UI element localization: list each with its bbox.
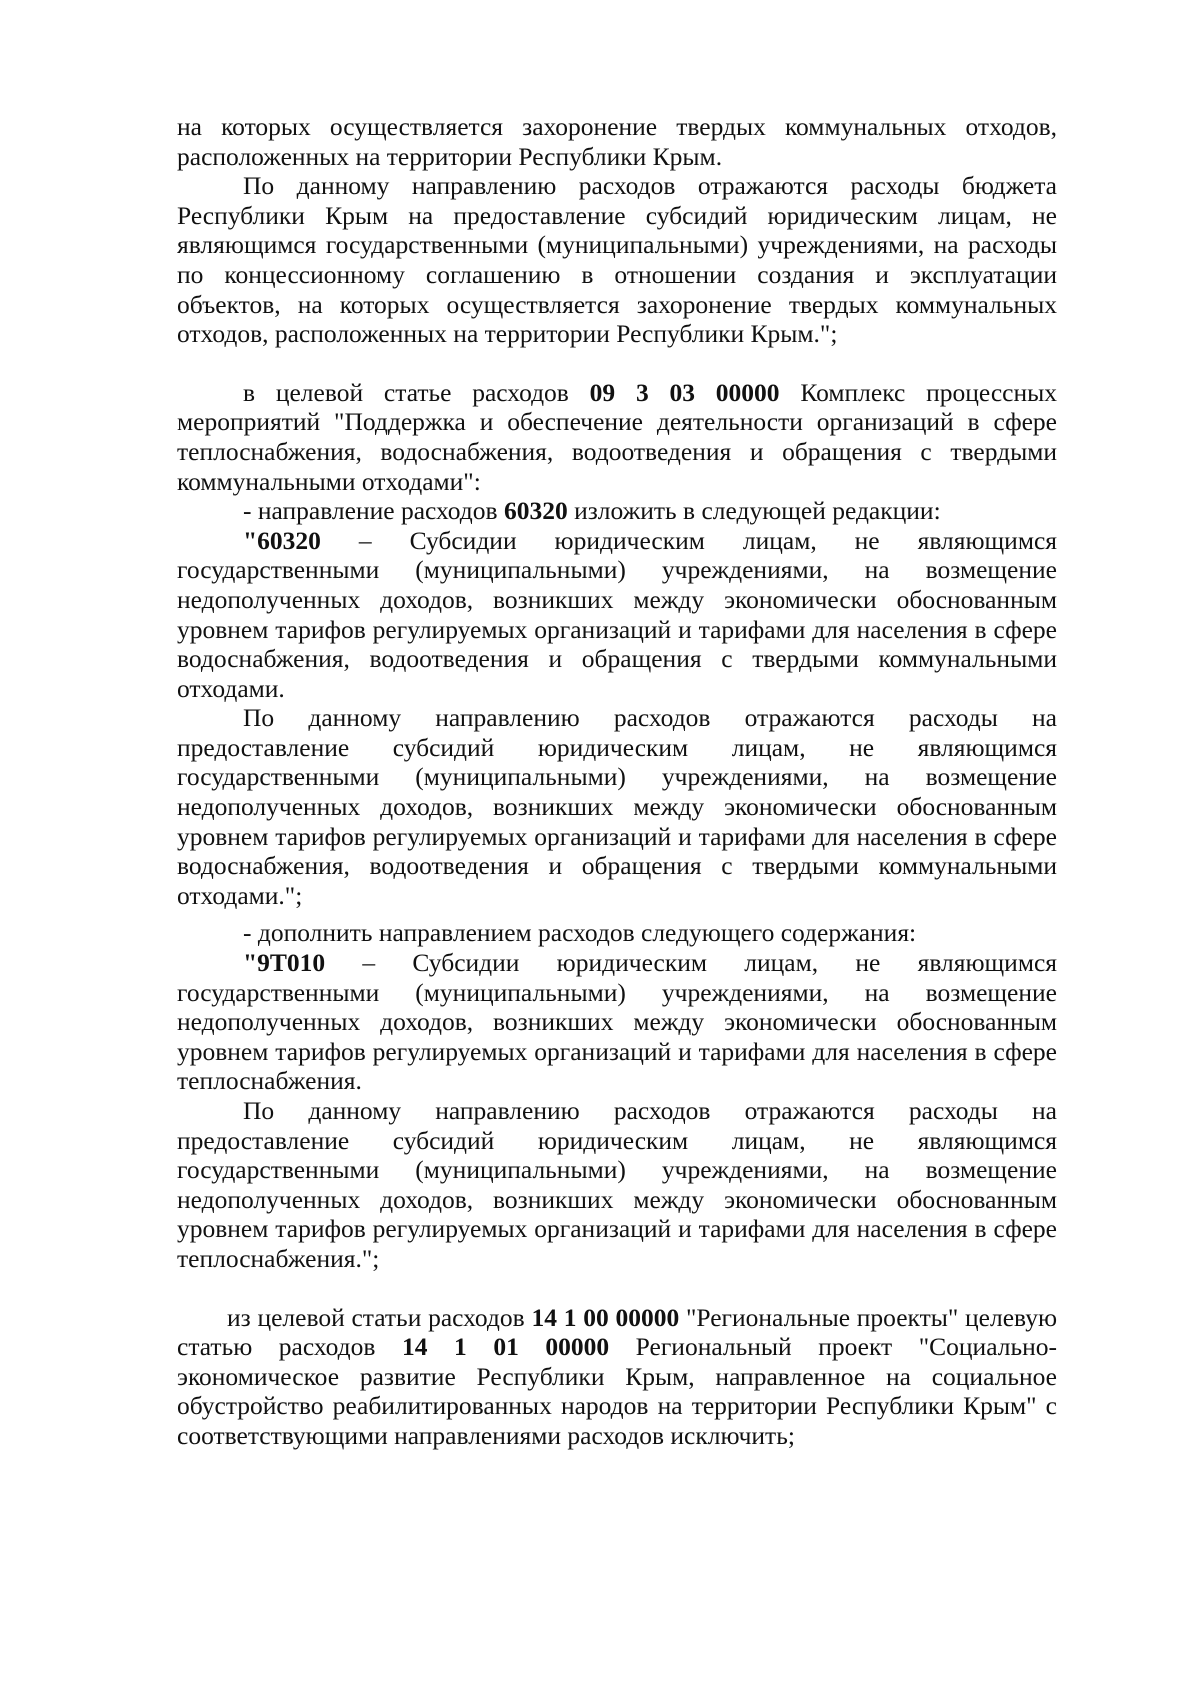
- paragraph-4-post: изложить в следующей редакции:: [567, 496, 941, 526]
- paragraph-3: [177, 378, 1057, 496]
- paragraph-gap: [177, 910, 1057, 918]
- target-article-code: 14 1 00 00000: [531, 1302, 680, 1332]
- paragraph-10-pre: из целевой статьи расходов: [227, 1302, 532, 1332]
- paragraph-5: [177, 526, 1057, 704]
- document-page: [177, 112, 1057, 1451]
- paragraph-4-pre: - направление расходов: [243, 496, 504, 526]
- paragraph-7: - дополнить направлением расходов следующего содержания:: [243, 918, 917, 948]
- paragraph-gap: [177, 349, 1057, 378]
- paragraph-5-post: – Субсидии юридическим лицам, не являющимся государственными (муниципальными) учреждениями, на возмещение недополученных доходов, возникших между экономически обоснованным уровнем тарифов регулируемых организаций и тарифами для населения в сфере водоснабжения, водоотведения и обращения с твердыми коммунальными отходами.: [177, 525, 1057, 703]
- paragraph-10-mid: "Региональные проекты" целевую статью расходов: [177, 1302, 1058, 1362]
- expense-direction-code: "60320: [243, 525, 321, 555]
- paragraph-gap: [177, 1274, 1057, 1303]
- paragraph-4: [177, 496, 1057, 526]
- paragraph-3-pre: в целевой статье расходов: [243, 377, 590, 407]
- expense-direction-code: "9Т010: [243, 948, 326, 978]
- paragraph-8-post: – Субсидии юридическим лицам, не являющимся государственными (муниципальными) учреждениями, на возмещение недополученных доходов, возникших между экономически обоснованным уровнем тарифов регулируемых организаций и тарифами для населения в сфере теплоснабжения.: [177, 948, 1057, 1096]
- paragraph-10-post: Региональный проект "Социально-экономическое развитие Республики Крым, направленное на социальное обустройство реабилитированных народов на территории Республики Крым" с соответствующими направлениями расходов исключить;: [177, 1332, 1057, 1450]
- paragraph-1: на которых осуществляется захоронение твердых коммунальных отходов, расположенных на территории Республики Крым.: [177, 112, 1057, 171]
- expense-direction-code: 60320: [503, 496, 568, 526]
- paragraph-6: По данному направлению расходов отражаются расходы на предоставление субсидий юридическим лицам, не являющимся государственными (муниципальными) учреждениями, на возмещение недополученных доходов, возникших между экономически обоснованным уровнем тарифов регулируемых организаций и тарифами для населения в сфере водоснабжения, водоотведения и обращения с твердыми коммунальными отходами.";: [177, 703, 1057, 910]
- paragraph-8: [177, 948, 1057, 1096]
- paragraph-10: [177, 1303, 1057, 1451]
- target-article-code: 09 3 03 00000: [589, 377, 780, 407]
- paragraph-2: По данному направлению расходов отражаются расходы бюджета Республики Крым на предоставление субсидий юридическим лицам, не являющимся государственными (муниципальными) учреждениями, на расходы по концессионному соглашению в отношении создания и эксплуатации объектов, на которых осуществляется захоронение твердых коммунальных отходов, расположенных на территории Республики Крым.";: [177, 171, 1057, 349]
- paragraph-3-post: Комплекс процессных мероприятий "Поддержка и обеспечение деятельности организаций в сфере теплоснабжения, водоснабжения, водоотведения и обращения с твердыми коммунальными отходами":: [177, 377, 1057, 496]
- paragraph-9: По данному направлению расходов отражаются расходы на предоставление субсидий юридическим лицам, не являющимся государственными (муниципальными) учреждениями, на возмещение недополученных доходов, возникших между экономически обоснованным уровнем тарифов регулируемых организаций и тарифами для населения в сфере теплоснабжения.";: [177, 1096, 1057, 1273]
- target-article-code: 14 1 01 00000: [401, 1332, 610, 1362]
